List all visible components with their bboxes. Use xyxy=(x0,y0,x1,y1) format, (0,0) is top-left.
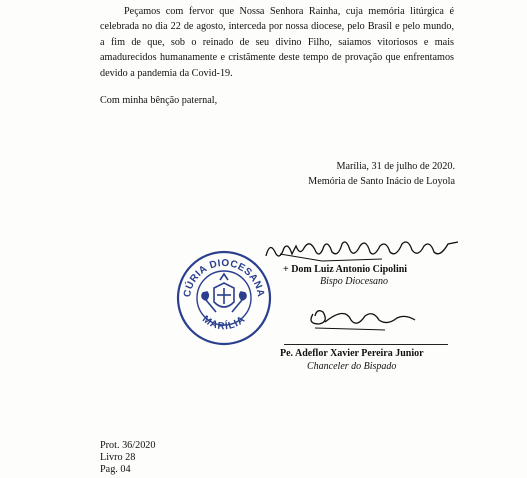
protocol-page: Pag. 04 xyxy=(100,464,131,475)
bishop-signature xyxy=(262,234,462,264)
body-paragraph: Peçamos com fervor que Nossa Senhora Rainha, cuja memória litúrgica é celebrada no dia 22 de agosto, interceda por nossa diocese, pelo Brasil e pelo mundo, a fim de que, sob o reinado de seu divino Filho, saiamos vitoriosos e mais amadurecidos humanamente e cristãmente deste tempo de provação que enfrentamos devido a pandemia da Covid-19. xyxy=(100,6,454,79)
memorial-line: Memória de Santo Inácio de Loyola xyxy=(308,176,455,187)
protocol-number: Prot. 36/2020 xyxy=(100,440,156,451)
diocesan-seal xyxy=(176,250,272,346)
chancellor-signature xyxy=(305,300,425,334)
seal-top-text: CÚRIA DIOCESANA xyxy=(182,257,266,299)
svg-text:MARÍLIA xyxy=(200,314,248,333)
signatory2-name: Pe. Adeflor Xavier Pereira Junior xyxy=(280,348,424,359)
coat-of-arms-icon xyxy=(202,274,246,312)
signatory2-title: Chanceler do Bispado xyxy=(307,361,397,372)
closing-line: Com minha bênção paternal, xyxy=(100,95,218,106)
place-date: Marília, 31 de julho de 2020. xyxy=(336,161,455,172)
protocol-book: Livro 28 xyxy=(100,452,136,463)
seal-bottom-text: MARÍLIA xyxy=(200,313,248,333)
signatory1-title: Bispo Diocesano xyxy=(320,276,389,287)
signatory1-name: + Dom Luiz Antonio Cipolini xyxy=(283,264,408,275)
signature-rule xyxy=(284,344,448,345)
